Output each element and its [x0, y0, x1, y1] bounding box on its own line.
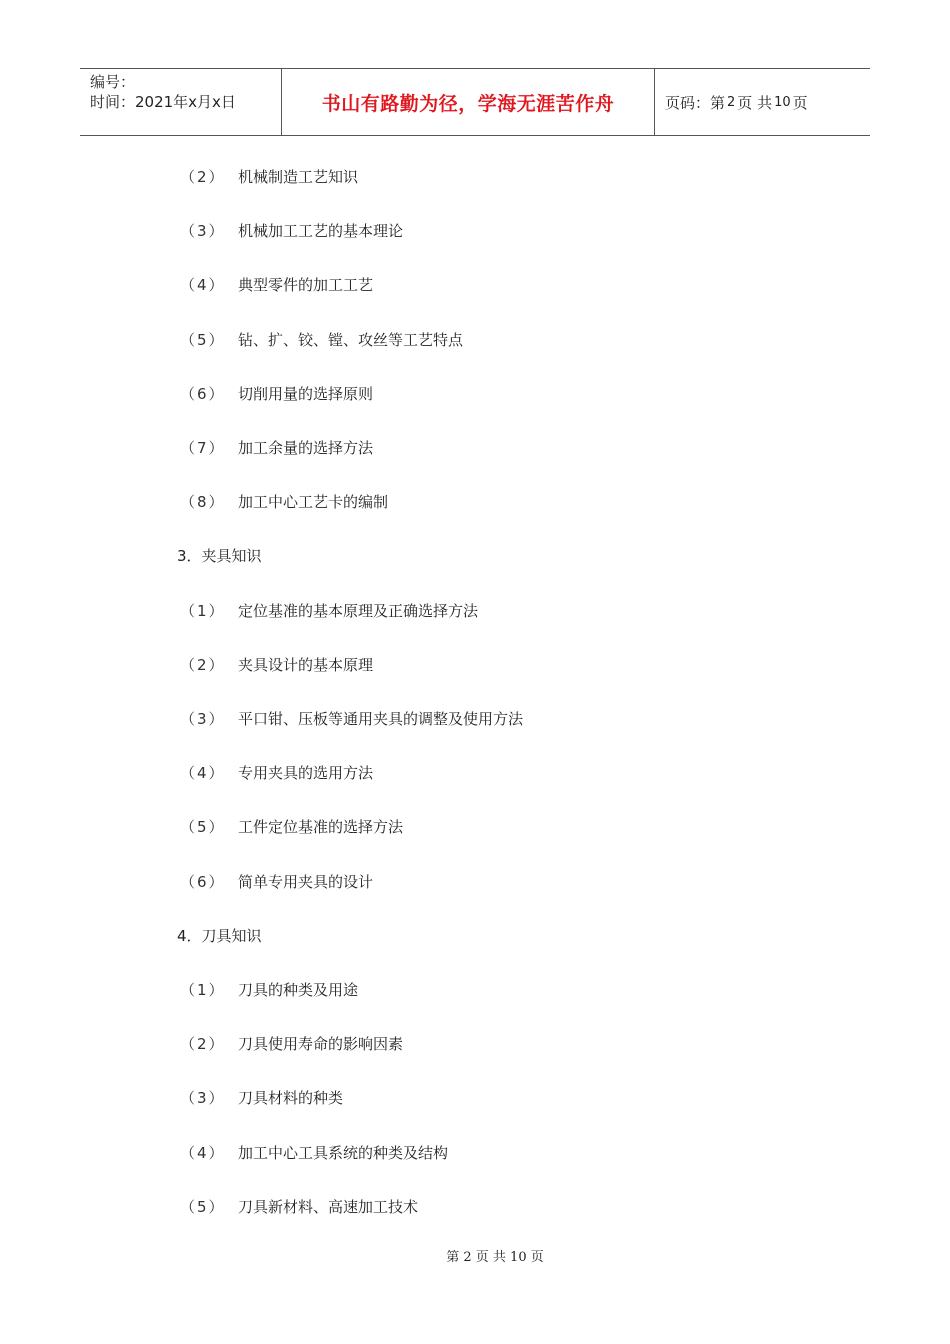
item-text: 机械制造工艺知识 [238, 168, 359, 186]
item-marker: （3） [180, 1089, 226, 1107]
page-mid: 页 共 [737, 93, 773, 112]
item-text: 4．刀具知识 [177, 927, 262, 945]
item-text: 夹具设计的基本原理 [238, 656, 374, 674]
item-text: 典型零件的加工工艺 [238, 276, 374, 294]
header-left-cell [80, 69, 282, 135]
page-suffix: 页 [792, 93, 808, 112]
item-marker: （5） [180, 331, 226, 349]
time-label: 时间：2021年x月x日 [90, 93, 236, 111]
list-item [180, 655, 373, 675]
list-item [180, 763, 373, 783]
list-item [180, 1143, 448, 1163]
list-item [180, 167, 358, 187]
item-marker: （5） [180, 1198, 226, 1216]
list-item [180, 221, 403, 241]
serial-label: 编号： [90, 73, 136, 91]
item-text: 平口钳、压板等通用夹具的调整及使用方法 [238, 710, 524, 728]
item-text: 刀具的种类及用途 [238, 981, 359, 999]
page-header [80, 68, 870, 136]
list-item [180, 384, 373, 404]
item-text: 3．夹具知识 [177, 547, 262, 565]
item-text: 刀具新材料、高速加工技术 [238, 1198, 419, 1216]
item-text: 加工中心工艺卡的编制 [238, 493, 389, 511]
page-total: 10 [774, 94, 791, 110]
item-text: 钻、扩、铰、镗、攻丝等工艺特点 [238, 331, 464, 349]
item-marker: （3） [180, 710, 226, 728]
list-item [180, 330, 463, 350]
page-footer: 第 2 页 共 10 页 [446, 1250, 544, 1265]
page-current: 2 [727, 94, 736, 110]
list-item [180, 872, 373, 892]
list-item [180, 709, 523, 729]
item-text: 刀具使用寿命的影响因素 [238, 1035, 404, 1053]
item-text: 机械加工工艺的基本理论 [238, 222, 404, 240]
list-item [180, 275, 373, 295]
item-marker: （2） [180, 168, 226, 186]
item-marker: （3） [180, 222, 226, 240]
item-text: 切削用量的选择原则 [238, 385, 374, 403]
item-text: 专用夹具的选用方法 [238, 764, 374, 782]
list-item [180, 438, 373, 458]
section-heading [177, 546, 262, 566]
item-text: 简单专用夹具的设计 [238, 873, 374, 891]
item-marker: （6） [180, 385, 226, 403]
item-marker: （1） [180, 602, 226, 620]
item-marker: （6） [180, 873, 226, 891]
list-item [180, 1034, 403, 1054]
list-item [180, 601, 478, 621]
item-text: 工件定位基准的选择方法 [238, 818, 404, 836]
item-text: 定位基准的基本原理及正确选择方法 [238, 602, 479, 620]
page-number-cell [655, 69, 870, 135]
item-marker: （5） [180, 818, 226, 836]
list-item [180, 1088, 343, 1108]
item-marker: （4） [180, 1144, 226, 1162]
item-marker: （2） [180, 1035, 226, 1053]
item-text: 加工余量的选择方法 [238, 439, 374, 457]
list-item [180, 817, 403, 837]
item-text: 刀具材料的种类 [238, 1089, 344, 1107]
list-item [180, 492, 388, 512]
list-item [180, 1197, 418, 1217]
section-heading [177, 926, 262, 946]
header-motto-cell [282, 69, 655, 135]
item-marker: （4） [180, 276, 226, 294]
item-marker: （4） [180, 764, 226, 782]
item-marker: （8） [180, 493, 226, 511]
item-marker: （7） [180, 439, 226, 457]
item-marker: （2） [180, 656, 226, 674]
motto-text: 书山有路勤为径，学海无涯苦作舟 [321, 92, 615, 115]
list-item [180, 980, 358, 1000]
item-marker: （1） [180, 981, 226, 999]
page-prefix: 页码：第 [665, 93, 726, 112]
item-text: 加工中心工具系统的种类及结构 [238, 1144, 449, 1162]
